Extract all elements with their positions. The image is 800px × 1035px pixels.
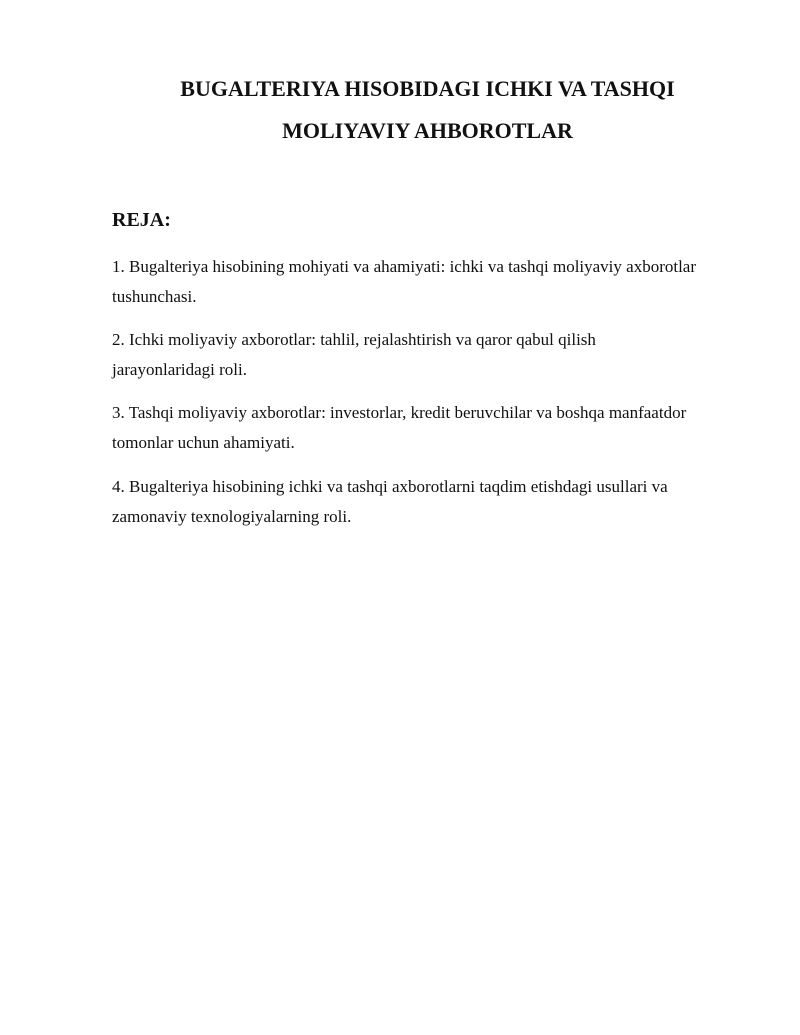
plan-item-2-line-1: 2. Ichki moliyaviy axborotlar: tahlil, rejalashtirish va qaror qabul qilish [112,330,596,349]
plan-item-3-line-1: 3. Tashqi moliyaviy axborotlar: investorlar, kredit beruvchilar va boshqa manfaatdor [112,403,687,422]
plan-heading: REJA: [112,209,171,231]
plan-item-4-line-1: 4. Bugalteriya hisobining ichki va tashqi axborotlarni taqdim etishdagi usullari va [112,477,668,496]
plan-item-3 [112,398,752,458]
plan-item-3-line-2: tomonlar uchun ahamiyati. [112,433,295,452]
plan-item-4-line-2: zamonaviy texnologiyalarning roli. [112,507,352,526]
plan-item-1-line-1: 1. Bugalteriya hisobining mohiyati va ahamiyati: ichki va tashqi moliyaviy axborotlar [112,257,697,276]
plan-item-1-line-2: tushunchasi. [112,287,197,306]
plan-item-1 [112,252,752,312]
plan-item-2 [112,325,752,385]
plan-item-4 [112,472,752,532]
plan-item-2-line-2: jarayonlaridagi roli. [112,360,248,379]
document-title-line-2: MOLIYAVIY AHBOROTLAR [282,118,573,143]
document-title-line-1: BUGALTERIYA HISOBIDAGI ICHKI VA TASHQI [180,76,675,101]
